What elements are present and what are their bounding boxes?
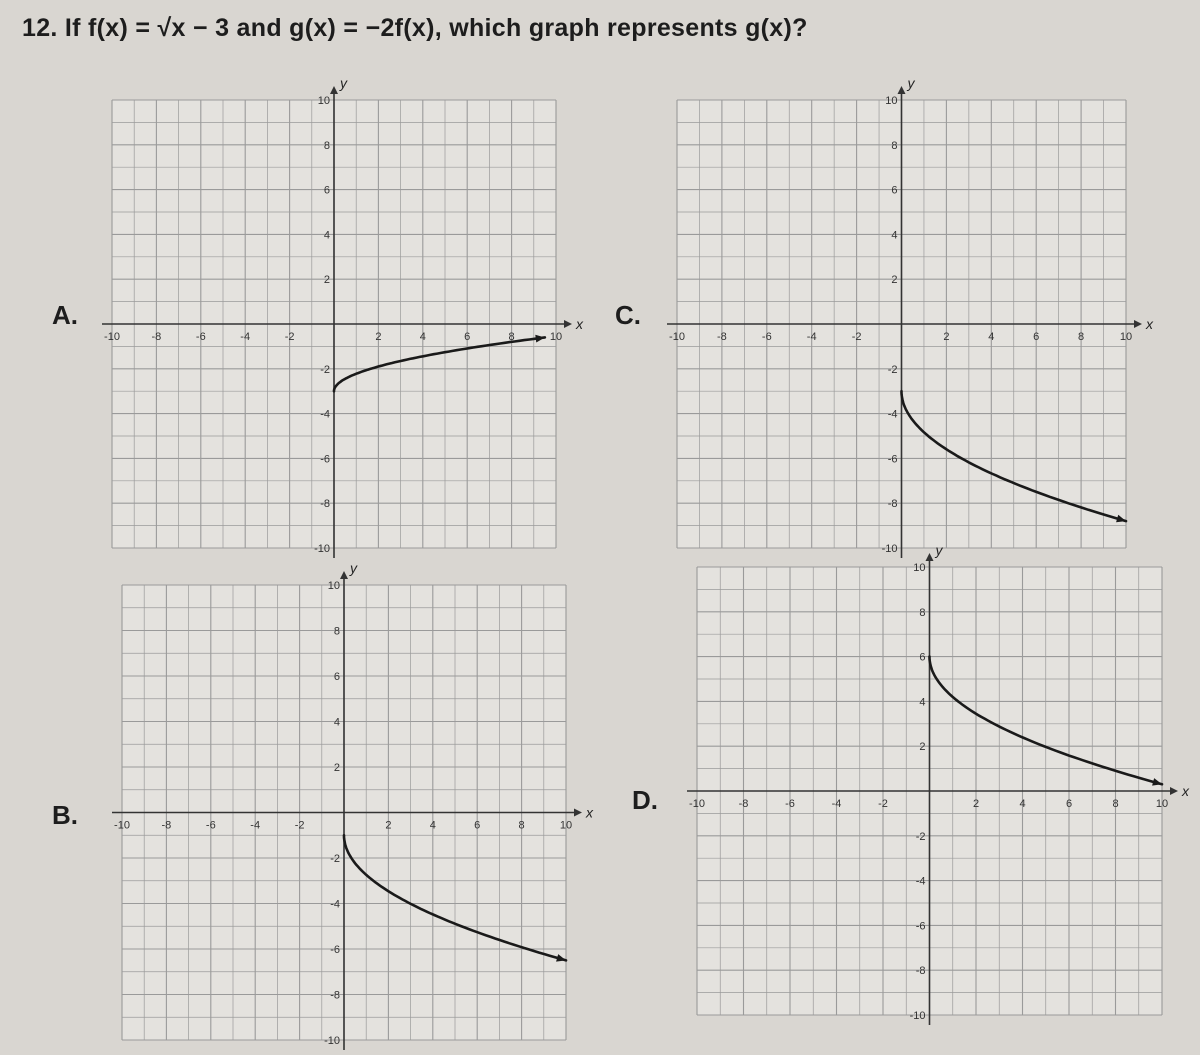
y-tick-label: -4 bbox=[330, 898, 340, 911]
y-tick-label: 10 bbox=[327, 580, 340, 592]
x-axis-label: x bbox=[576, 316, 583, 332]
x-tick-label: 4 bbox=[419, 331, 426, 343]
y-tick-label: 8 bbox=[323, 139, 330, 152]
y-tick-label: -6 bbox=[320, 453, 330, 466]
y-tick-label: -4 bbox=[320, 408, 330, 421]
x-tick-label: -6 bbox=[195, 331, 206, 343]
y-tick-label: 8 bbox=[333, 625, 340, 638]
x-tick-label: 8 bbox=[508, 331, 515, 343]
x-tick-label: 10 bbox=[559, 819, 573, 832]
x-tick-label: -4 bbox=[240, 331, 251, 343]
y-axis-arrow bbox=[926, 553, 934, 561]
y-tick-label: 4 bbox=[919, 696, 926, 709]
x-tick-label: -6 bbox=[205, 819, 216, 832]
y-tick-label: -8 bbox=[320, 498, 330, 511]
x-tick-label: 8 bbox=[1078, 331, 1085, 343]
x-tick-label: -2 bbox=[284, 331, 295, 343]
x-tick-label: -10 bbox=[669, 331, 685, 343]
y-tick-label: -10 bbox=[324, 1035, 340, 1047]
x-tick-label: -10 bbox=[104, 331, 120, 343]
y-axis-label: y bbox=[907, 75, 915, 91]
x-tick-label: 2 bbox=[375, 331, 382, 343]
x-tick-label: 8 bbox=[1112, 798, 1119, 810]
choice-label-a[interactable]: A. bbox=[52, 300, 78, 330]
question-number: 12. bbox=[22, 14, 58, 42]
x-tick-label: 4 bbox=[1019, 798, 1026, 810]
y-tick-label: -8 bbox=[887, 498, 898, 511]
y-tick-label: -8 bbox=[330, 989, 340, 1002]
x-axis-label: x bbox=[1146, 316, 1153, 332]
x-tick-label: 10 bbox=[549, 331, 563, 343]
x-tick-label: -6 bbox=[761, 331, 772, 343]
y-tick-label: -6 bbox=[887, 453, 898, 466]
x-tick-label: -10 bbox=[114, 819, 130, 832]
y-axis-label: y bbox=[340, 75, 347, 91]
x-tick-label: 10 bbox=[1155, 798, 1169, 810]
x-tick-label: -8 bbox=[161, 819, 172, 832]
y-tick-label: 10 bbox=[317, 95, 330, 107]
y-tick-label: 6 bbox=[323, 184, 330, 197]
x-tick-label: -2 bbox=[878, 798, 888, 810]
x-axis-label: x bbox=[1182, 783, 1189, 799]
y-tick-label: 2 bbox=[891, 274, 898, 287]
x-tick-label: -8 bbox=[738, 798, 749, 810]
y-tick-label: -10 bbox=[314, 543, 330, 555]
y-axis-label: y bbox=[350, 560, 357, 576]
y-tick-label: -10 bbox=[909, 1010, 926, 1022]
x-tick-label: -10 bbox=[689, 798, 705, 810]
x-tick-label: 4 bbox=[988, 331, 995, 343]
y-tick-label: -6 bbox=[915, 920, 926, 933]
x-tick-label: 2 bbox=[385, 819, 392, 832]
y-tick-label: 4 bbox=[333, 716, 340, 729]
y-tick-label: 10 bbox=[913, 562, 926, 574]
y-tick-label: -2 bbox=[887, 363, 898, 376]
y-tick-label: 10 bbox=[885, 95, 898, 107]
x-tick-label: 10 bbox=[1119, 331, 1133, 343]
y-tick-label: -2 bbox=[915, 830, 926, 843]
x-axis-label: x bbox=[586, 804, 593, 821]
x-tick-label: -4 bbox=[831, 798, 842, 810]
x-tick-label: -4 bbox=[806, 331, 817, 343]
choice-label-d[interactable]: D. bbox=[632, 785, 658, 815]
y-tick-label: -2 bbox=[330, 853, 340, 865]
y-axis-label: y bbox=[935, 542, 943, 558]
y-tick-label: 2 bbox=[323, 274, 330, 287]
y-tick-label: 6 bbox=[919, 651, 926, 664]
x-tick-label: 6 bbox=[1065, 798, 1073, 810]
y-tick-label: -4 bbox=[887, 408, 898, 421]
x-axis-arrow bbox=[1170, 787, 1178, 795]
y-tick-label: 4 bbox=[891, 229, 898, 242]
y-tick-label: 6 bbox=[333, 671, 340, 683]
x-tick-label: 6 bbox=[464, 331, 471, 343]
x-tick-label: -8 bbox=[717, 331, 727, 343]
y-tick-label: 6 bbox=[891, 184, 898, 197]
choice-label-c[interactable]: C. bbox=[615, 300, 641, 330]
y-tick-label: 4 bbox=[323, 229, 330, 242]
y-tick-label: 8 bbox=[891, 139, 898, 152]
y-tick-label: 2 bbox=[919, 741, 926, 754]
y-tick-label: -8 bbox=[915, 965, 926, 978]
x-tick-label: -2 bbox=[294, 819, 305, 832]
y-tick-label: -4 bbox=[915, 875, 926, 888]
x-tick-label: 2 bbox=[943, 331, 950, 343]
x-tick-label: 6 bbox=[1033, 331, 1040, 343]
y-tick-label: -6 bbox=[330, 944, 340, 956]
x-tick-label: -4 bbox=[250, 819, 261, 832]
choice-label-b[interactable]: B. bbox=[52, 800, 78, 830]
y-tick-label: -2 bbox=[320, 363, 330, 376]
y-tick-label: -10 bbox=[881, 543, 898, 555]
x-tick-label: -8 bbox=[151, 331, 162, 343]
x-tick-label: -2 bbox=[851, 331, 862, 343]
question-body: If f(x) = √x − 3 and g(x) = −2f(x), which graph represents g(x)? bbox=[64, 14, 808, 42]
x-tick-label: 4 bbox=[429, 819, 436, 832]
x-tick-label: -6 bbox=[785, 798, 795, 810]
x-tick-label: 2 bbox=[972, 798, 980, 810]
y-tick-label: 2 bbox=[333, 762, 340, 774]
x-tick-label: 6 bbox=[474, 819, 481, 832]
y-tick-label: 8 bbox=[919, 606, 926, 619]
x-tick-label: 8 bbox=[518, 819, 525, 832]
